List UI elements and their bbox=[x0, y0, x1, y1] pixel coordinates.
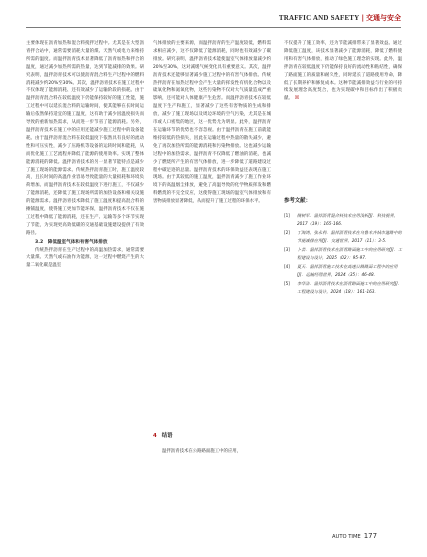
reference-item bbox=[284, 212, 402, 227]
subsection-heading: 3.2 降低温室气体和有害气体排放 bbox=[35, 239, 108, 245]
reference-item bbox=[284, 229, 402, 244]
reference-item bbox=[284, 246, 402, 261]
reference-number: [5] bbox=[284, 281, 290, 286]
body-paragraph bbox=[284, 40, 402, 103]
reference-number: [1] bbox=[284, 213, 290, 218]
header-separator: | bbox=[361, 14, 364, 22]
reference-text: 李华洁．温拌沥青技术在沥青路面施工中的应用研究[J]．工程建设与设计，2024（18）：161-163. bbox=[297, 281, 403, 294]
references-section bbox=[284, 196, 402, 297]
reference-item bbox=[284, 263, 402, 278]
end-mark-icon: ☒ bbox=[294, 95, 300, 102]
reference-text: 夏天．温拌沥青施工技术在高速公路路面工程中的应用[J]．运输经理世界，2024（35）：46-48. bbox=[297, 264, 398, 277]
reference-item bbox=[284, 280, 402, 295]
page-footer bbox=[332, 532, 377, 540]
reference-text: 隋树军．温拌沥青混合料技术应用浅析[J]．科技视界，2017（19）：165-166. bbox=[297, 213, 398, 226]
references-title: 参考文献： bbox=[284, 198, 311, 204]
text-column-left bbox=[26, 40, 144, 270]
reference-text: 丁海鸿，张永利．温拌沥青技术在乌鲁木齐城市道路中的节能减排应用[J]．交通世界，2017（11）：3-5. bbox=[297, 230, 402, 243]
conclusion-paragraph: 温拌沥青技术在公路路面施工中的应用， bbox=[162, 449, 242, 454]
body-text: 不仅提升了施工效率，还为节能减排带来了显著效益。通过降低施工温度，该技术显著减少了能源消耗，降低了燃料使用和有害气体排放，推动了绿色施工理念的实现。此外，温拌沥青在较低温度下仍能保持良好的流动性和粘结性，确保了路面施工的质量和耐久性，同时延长了道路使用寿命，降低了长期养护和修复成本。这种节能减排效益与行业的可持续发展理念高度契合，也为实现碳中和目标作出了积极贡献。 bbox=[284, 41, 402, 102]
reference-number: [4] bbox=[284, 264, 290, 269]
section-number: 4 bbox=[153, 433, 157, 439]
section-title: 结语 bbox=[161, 433, 173, 439]
footer-label: AUTO TIME bbox=[332, 534, 361, 540]
text-column-middle bbox=[153, 40, 271, 206]
body-paragraph: 气体排放的主要来源，而温拌沥青的生产温度较低，燃料需求相应减少，这不仅降低了能源消耗，同时也有效减少了碳排放。研究表明，温拌沥青技术能使温室气体排放量减少约20%至30%，这对减缓气候变化具有重要意义。其次，温拌沥青技术还能够显著减少施工过程中的有害气体排放。传统热拌沥青在加热过程中会产生大量的挥发性有机化合物以及硫氧化物和氮氧化物，这些污染物不仅对大气质量造成严重影响，还可能对人体健康产生危害。而温拌沥青技术在较低温度下生产和施工，显著减少了这些有害物质的生成和排放，减少了施工现场以及周边环境的空气污染，尤其是在城市或人口密集的地区，这一优势尤为明显。此外，温拌沥青在运输环节的优势也不容忽视。由于温拌沥青在施工前就能维持较低的热损失，因此在运输过程中热量的散失减少，避免了再次加热所需的能源消耗和污染物排放。这也减少运输过程中的加热需求，温拌沥青不仅降低了燃油的消耗，也减少了燃烧所产生的有害气体排放，进一步降低了道路建设过程中碳足迹的总量。温拌沥青技术的环保效益还表现在施工现场。由于其较低的施工温度，温拌沥青减少了施工作业环境下的高温烟尘排放，避免了高温导致的化学物质挥发和燃料燃烧的不完全反应，这使得施工现场的温室气体排放和有害物质排放显著降低，从而提升了施工过程的环保水平。 bbox=[153, 41, 271, 205]
header-rule bbox=[26, 27, 401, 28]
header-title-cn: 交通与安全 bbox=[366, 14, 401, 22]
running-header bbox=[250, 14, 401, 23]
reference-number: [3] bbox=[284, 247, 290, 252]
page-number: 177 bbox=[363, 532, 378, 540]
reference-number: [2] bbox=[284, 230, 290, 235]
section-heading bbox=[153, 431, 173, 439]
header-title-en: TRAFFIC AND SAFETY bbox=[278, 14, 360, 22]
reference-text: 卜芸．温拌沥青技术在沥青路面施工中的应用研究[J]．工程建设与设计，2025（02）：95-97. bbox=[297, 247, 403, 260]
body-paragraph: 传统热拌沥青在生产过程中的高温加热需求，通常需要大量煤、天然气或石油作为能源，这一过程中燃烧产生的大量二氧化碳是温室 bbox=[26, 247, 144, 269]
body-paragraph: 主要体现在沥青加热和混合料搅拌过程中。尤其是在大型沥青拌合站中，通常需要消耗大量的煤、天然气或电力来维持所需的温度。而温拌沥青技术显著降低了沥青加热和拌合的温度，通过减少加热所需的热量，达到节能减排的效果。研究表明，温拌沥青技术可以使沥青混合料生产过程中的燃料消耗减少约20%至30%。其次，温拌沥青技术在施工过程中不仅体现了能源消耗、还有效减少了运输阶段的损耗。由于温拌沥青混合料在较低温度下仍能保持较好的施工性能，施工过程中可以延长混合料的运输时间，使其能够在长时间运输后依然保持适宜的施工温度，这有助于减少因温度损失而导致的重新加热需求，从而进一步节省了能源消耗。另外，温拌沥青技术在施工中的应用还能减少施工过程中的设备能耗。由于温拌沥青混合料在较低温度下依然具有良好的流动性和可压实性，减少了压路机等设备的运转时间和能耗，从而优化施工工艺流程并降低了能源的使用效率。实现了整体能源消耗的降低。温拌沥青技术的另一显著节能特点是减少了施工现场的能源需求。传统热拌沥青施工时，施工温度较高，且长时间的高温作业容易导致能量的大量损耗和环境负荷增加。而温拌沥青技术在较低温度下进行施工，不仅减少了能源消耗，还降低了施工现场所需的加热设备和相关设施的能源需求。温拌沥青技术降低了施工温度和提高混合料的摊铺温度，使得施工更加节能环保，温拌沥青技术不仅在施工过程中降低了能源消耗，还在生产、运输等多个环节实现了节能，为实现更高效低碳的交通基础设施建设提供了有效路径。 bbox=[26, 41, 144, 236]
text-column-right bbox=[284, 40, 402, 103]
